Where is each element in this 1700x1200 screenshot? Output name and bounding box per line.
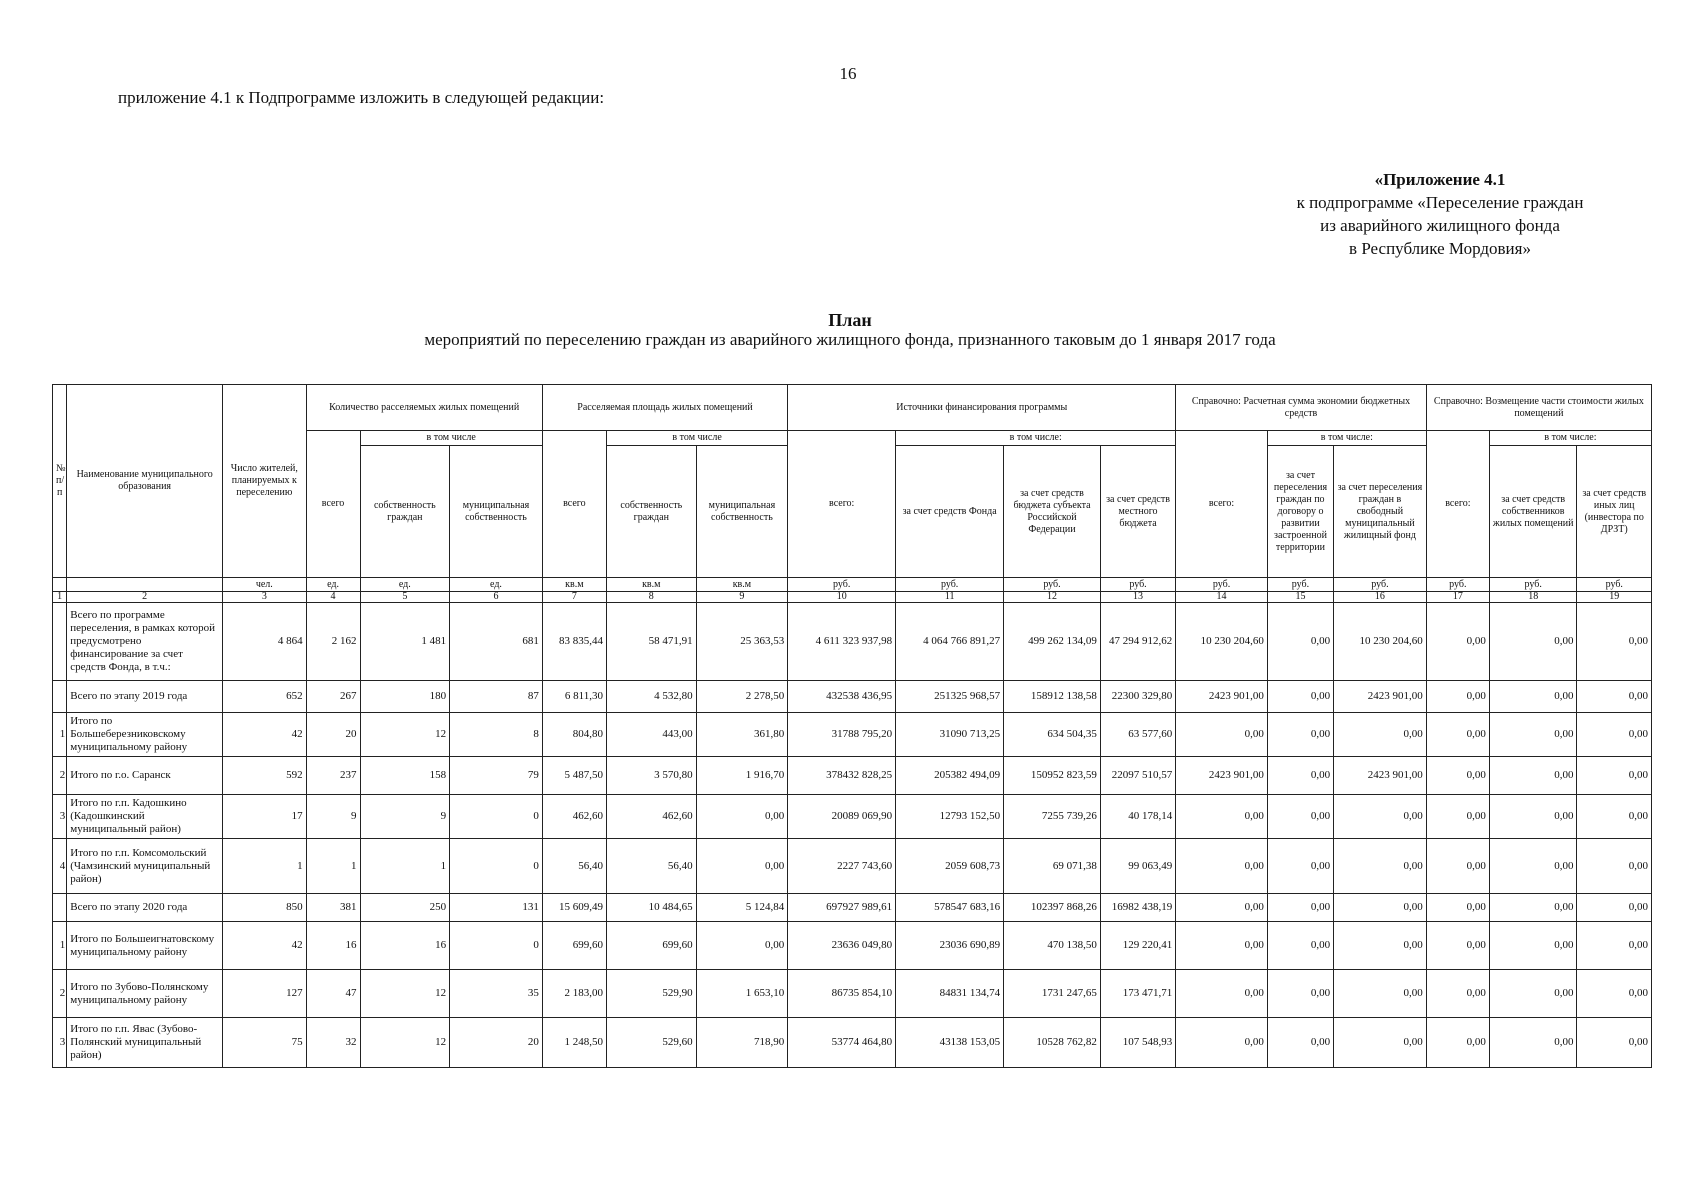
value-cell: 4 532,80 xyxy=(606,681,696,713)
value-cell: 10 230 204,60 xyxy=(1176,603,1268,681)
header-incl: в том числе: xyxy=(896,431,1176,446)
value-cell: 0,00 xyxy=(1577,970,1652,1018)
value-cell: 0,00 xyxy=(1577,1018,1652,1068)
value-cell: 0,00 xyxy=(1577,922,1652,970)
header-name: Наименование муниципального образования xyxy=(67,385,223,578)
value-cell: 0,00 xyxy=(1176,839,1268,894)
value-cell: 10528 762,82 xyxy=(1004,1018,1101,1068)
value-cell: 1 xyxy=(223,839,307,894)
unit-cell: руб. xyxy=(896,578,1004,592)
value-cell: 16 xyxy=(360,922,450,970)
value-cell: 5 487,50 xyxy=(542,757,606,795)
value-cell: 0,00 xyxy=(1334,922,1427,970)
plan-title: План xyxy=(828,310,872,330)
value-cell: 0,00 xyxy=(1426,922,1489,970)
unit-cell: кв.м xyxy=(542,578,606,592)
value-cell: 578547 683,16 xyxy=(896,894,1004,922)
row-number: 4 xyxy=(53,839,67,894)
value-cell: 99 063,49 xyxy=(1100,839,1175,894)
value-cell: 0,00 xyxy=(1267,713,1333,757)
value-cell: 12 xyxy=(360,1018,450,1068)
unit-cell: ед. xyxy=(306,578,360,592)
value-cell: 2423 901,00 xyxy=(1334,681,1427,713)
municipality-name: Всего по этапу 2019 года xyxy=(67,681,223,713)
header-total: всего: xyxy=(1176,431,1268,578)
col-number: 14 xyxy=(1176,592,1268,603)
value-cell: 40 178,14 xyxy=(1100,795,1175,839)
value-cell: 22097 510,57 xyxy=(1100,757,1175,795)
value-cell: 0,00 xyxy=(1334,1018,1427,1068)
table-row xyxy=(53,713,1652,757)
value-cell: 84831 134,74 xyxy=(896,970,1004,1018)
value-cell: 4 064 766 891,27 xyxy=(896,603,1004,681)
municipality-name: Итого по Зубово-Полянскому муниципальному району xyxy=(67,970,223,1018)
units-row xyxy=(53,578,1652,592)
value-cell: 0 xyxy=(450,922,543,970)
value-cell: 15 609,49 xyxy=(542,894,606,922)
value-cell: 0,00 xyxy=(1577,795,1652,839)
row-number: 1 xyxy=(53,922,67,970)
value-cell: 47 294 912,62 xyxy=(1100,603,1175,681)
value-cell: 378432 828,25 xyxy=(788,757,896,795)
header-refund-group: Справочно: Возмещение части стоимости жилых помещений xyxy=(1426,385,1651,431)
unit-cell: руб. xyxy=(1489,578,1577,592)
value-cell: 8 xyxy=(450,713,543,757)
header-total: всего xyxy=(306,431,360,578)
value-cell: 0,00 xyxy=(1489,603,1577,681)
value-cell: 22300 329,80 xyxy=(1100,681,1175,713)
value-cell: 129 220,41 xyxy=(1100,922,1175,970)
value-cell: 20089 069,90 xyxy=(788,795,896,839)
header-total: всего xyxy=(542,431,606,578)
col-number: 17 xyxy=(1426,592,1489,603)
value-cell: 87 xyxy=(450,681,543,713)
value-cell: 42 xyxy=(223,922,307,970)
col-number: 2 xyxy=(67,592,223,603)
value-cell: 0,00 xyxy=(1426,894,1489,922)
value-cell: 499 262 134,09 xyxy=(1004,603,1101,681)
value-cell: 58 471,91 xyxy=(606,603,696,681)
table-row xyxy=(53,1018,1652,1068)
value-cell: 2227 743,60 xyxy=(788,839,896,894)
value-cell: 86735 854,10 xyxy=(788,970,896,1018)
value-cell: 250 xyxy=(360,894,450,922)
value-cell: 0,00 xyxy=(1426,713,1489,757)
value-cell: 2059 608,73 xyxy=(896,839,1004,894)
row-number xyxy=(53,603,67,681)
table-body xyxy=(53,603,1652,1068)
value-cell: 79 xyxy=(450,757,543,795)
value-cell: 0,00 xyxy=(1334,795,1427,839)
value-cell: 17 xyxy=(223,795,307,839)
header-incl: в том числе: xyxy=(1489,431,1651,446)
value-cell: 0,00 xyxy=(1489,970,1577,1018)
municipality-name: Итого по г.п. Явас (Зубово-Полянский муниципальный район) xyxy=(67,1018,223,1068)
value-cell: 529,90 xyxy=(606,970,696,1018)
value-cell: 0,00 xyxy=(1426,839,1489,894)
resettlement-plan-table xyxy=(52,384,1652,1068)
col-number: 6 xyxy=(450,592,543,603)
value-cell: 53774 464,80 xyxy=(788,1018,896,1068)
header-savings-group: Справочно: Расчетная сумма экономии бюджетных средств xyxy=(1176,385,1427,431)
municipality-name: Итого по г.п. Кадошкино (Кадошкинский муниципальный район) xyxy=(67,795,223,839)
col-number: 5 xyxy=(360,592,450,603)
appendix-line: в Республике Мордовия» xyxy=(1349,239,1531,258)
value-cell: 12793 152,50 xyxy=(896,795,1004,839)
col-number: 18 xyxy=(1489,592,1577,603)
municipality-name: Итого по г.п. Комсомольский (Чамзинский муниципальный район) xyxy=(67,839,223,894)
unit-cell: ед. xyxy=(360,578,450,592)
value-cell: 20 xyxy=(450,1018,543,1068)
value-cell: 0,00 xyxy=(1267,839,1333,894)
value-cell: 0,00 xyxy=(1489,922,1577,970)
value-cell: 0,00 xyxy=(1267,970,1333,1018)
value-cell: 251325 968,57 xyxy=(896,681,1004,713)
appendix-line: к подпрограмме «Переселение граждан xyxy=(1296,193,1584,212)
municipality-name: Итого по Большеберезниковскому муниципальному району xyxy=(67,713,223,757)
value-cell: 697927 989,61 xyxy=(788,894,896,922)
value-cell: 75 xyxy=(223,1018,307,1068)
value-cell: 32 xyxy=(306,1018,360,1068)
value-cell: 0,00 xyxy=(1426,681,1489,713)
value-cell: 1 248,50 xyxy=(542,1018,606,1068)
value-cell: 0,00 xyxy=(1176,1018,1268,1068)
unit-cell: руб. xyxy=(1577,578,1652,592)
row-number xyxy=(53,894,67,922)
row-number xyxy=(53,681,67,713)
value-cell: 0,00 xyxy=(1334,970,1427,1018)
col-number: 7 xyxy=(542,592,606,603)
value-cell: 2423 901,00 xyxy=(1334,757,1427,795)
value-cell: 25 363,53 xyxy=(696,603,788,681)
value-cell: 529,60 xyxy=(606,1018,696,1068)
municipality-name: Итого по г.о. Саранск xyxy=(67,757,223,795)
value-cell: 6 811,30 xyxy=(542,681,606,713)
col-number: 13 xyxy=(1100,592,1175,603)
value-cell: 31090 713,25 xyxy=(896,713,1004,757)
value-cell: 0,00 xyxy=(1267,757,1333,795)
header-municipal: муниципальная собственность xyxy=(450,446,543,578)
unit-cell xyxy=(53,578,67,592)
value-cell: 180 xyxy=(360,681,450,713)
header-finance-group: Источники финансирования программы xyxy=(788,385,1176,431)
value-cell: 56,40 xyxy=(606,839,696,894)
value-cell: 0,00 xyxy=(1334,713,1427,757)
value-cell: 699,60 xyxy=(542,922,606,970)
value-cell: 237 xyxy=(306,757,360,795)
unit-cell: ед. xyxy=(450,578,543,592)
unit-cell: кв.м xyxy=(606,578,696,592)
unit-cell: руб. xyxy=(1176,578,1268,592)
table-row xyxy=(53,894,1652,922)
value-cell: 102397 868,26 xyxy=(1004,894,1101,922)
value-cell: 150952 823,59 xyxy=(1004,757,1101,795)
value-cell: 0,00 xyxy=(1489,839,1577,894)
value-cell: 1 xyxy=(360,839,450,894)
value-cell: 432538 436,95 xyxy=(788,681,896,713)
row-number: 3 xyxy=(53,795,67,839)
value-cell: 1 481 xyxy=(360,603,450,681)
value-cell: 0 xyxy=(450,839,543,894)
value-cell: 2 162 xyxy=(306,603,360,681)
value-cell: 0,00 xyxy=(1267,681,1333,713)
value-cell: 0,00 xyxy=(1267,922,1333,970)
value-cell: 0,00 xyxy=(696,839,788,894)
unit-cell: руб. xyxy=(1004,578,1101,592)
value-cell: 0,00 xyxy=(1426,970,1489,1018)
row-number: 2 xyxy=(53,970,67,1018)
value-cell: 1 653,10 xyxy=(696,970,788,1018)
value-cell: 361,80 xyxy=(696,713,788,757)
row-number: 1 xyxy=(53,713,67,757)
value-cell: 63 577,60 xyxy=(1100,713,1175,757)
value-cell: 0,00 xyxy=(1489,795,1577,839)
col-number: 3 xyxy=(223,592,307,603)
value-cell: 2423 901,00 xyxy=(1176,681,1268,713)
value-cell: 0 xyxy=(450,795,543,839)
value-cell: 107 548,93 xyxy=(1100,1018,1175,1068)
unit-cell: кв.м xyxy=(696,578,788,592)
value-cell: 83 835,44 xyxy=(542,603,606,681)
municipality-name: Итого по Большеигнатовскому муниципальному району xyxy=(67,922,223,970)
value-cell: 9 xyxy=(360,795,450,839)
page-number: 16 xyxy=(839,64,857,83)
col-number: 16 xyxy=(1334,592,1427,603)
value-cell: 131 xyxy=(450,894,543,922)
value-cell: 47 xyxy=(306,970,360,1018)
value-cell: 16982 438,19 xyxy=(1100,894,1175,922)
row-number: 2 xyxy=(53,757,67,795)
value-cell: 699,60 xyxy=(606,922,696,970)
value-cell: 0,00 xyxy=(696,795,788,839)
appendix-title: «Приложение 4.1 xyxy=(1374,170,1506,189)
value-cell: 16 xyxy=(306,922,360,970)
value-cell: 3 570,80 xyxy=(606,757,696,795)
value-cell: 173 471,71 xyxy=(1100,970,1175,1018)
header-total: всего: xyxy=(1426,431,1489,578)
value-cell: 2 183,00 xyxy=(542,970,606,1018)
value-cell: 0,00 xyxy=(1334,894,1427,922)
col-number: 15 xyxy=(1267,592,1333,603)
value-cell: 470 138,50 xyxy=(1004,922,1101,970)
unit-cell: руб. xyxy=(1267,578,1333,592)
value-cell: 0,00 xyxy=(1426,603,1489,681)
table-row xyxy=(53,795,1652,839)
value-cell: 4 611 323 937,98 xyxy=(788,603,896,681)
value-cell: 158 xyxy=(360,757,450,795)
header-fund: за счет средств Фонда xyxy=(896,446,1004,578)
col-number: 19 xyxy=(1577,592,1652,603)
value-cell: 158912 138,58 xyxy=(1004,681,1101,713)
value-cell: 9 xyxy=(306,795,360,839)
value-cell: 0,00 xyxy=(1176,795,1268,839)
col-number: 1 xyxy=(53,592,67,603)
value-cell: 0,00 xyxy=(1267,795,1333,839)
value-cell: 0,00 xyxy=(1577,757,1652,795)
value-cell: 652 xyxy=(223,681,307,713)
col-number: 12 xyxy=(1004,592,1101,603)
unit-cell: чел. xyxy=(223,578,307,592)
value-cell: 0,00 xyxy=(1426,757,1489,795)
table-row xyxy=(53,681,1652,713)
value-cell: 10 484,65 xyxy=(606,894,696,922)
value-cell: 0,00 xyxy=(1489,894,1577,922)
unit-cell: руб. xyxy=(788,578,896,592)
value-cell: 205382 494,09 xyxy=(896,757,1004,795)
value-cell: 718,90 xyxy=(696,1018,788,1068)
header-private: собственность граждан xyxy=(360,446,450,578)
header-incl: в том числе xyxy=(606,431,787,446)
header-incl: в том числе: xyxy=(1267,431,1426,446)
value-cell: 0,00 xyxy=(1489,757,1577,795)
header-private: собственность граждан xyxy=(606,446,696,578)
value-cell: 462,60 xyxy=(606,795,696,839)
header-local-budget: за счет средств местного бюджета xyxy=(1100,446,1175,578)
value-cell: 2 278,50 xyxy=(696,681,788,713)
value-cell: 0,00 xyxy=(1489,713,1577,757)
col-number: 9 xyxy=(696,592,788,603)
value-cell: 0,00 xyxy=(1176,922,1268,970)
col-number: 8 xyxy=(606,592,696,603)
row-number: 3 xyxy=(53,1018,67,1068)
value-cell: 0,00 xyxy=(1426,795,1489,839)
header-others: за счет средств иных лиц (инвестора по ДРЗТ) xyxy=(1577,446,1652,578)
value-cell: 0,00 xyxy=(1577,713,1652,757)
value-cell: 1731 247,65 xyxy=(1004,970,1101,1018)
header-owners: за счет средств собственников жилых помещений xyxy=(1489,446,1577,578)
header-total: всего: xyxy=(788,431,896,578)
header-residents: Число жителей, планируемых к переселению xyxy=(223,385,307,578)
value-cell: 381 xyxy=(306,894,360,922)
value-cell: 69 071,38 xyxy=(1004,839,1101,894)
value-cell: 0,00 xyxy=(1489,1018,1577,1068)
value-cell: 0,00 xyxy=(1577,839,1652,894)
value-cell: 0,00 xyxy=(1577,894,1652,922)
column-numbers-row xyxy=(53,592,1652,603)
value-cell: 634 504,35 xyxy=(1004,713,1101,757)
value-cell: 1 916,70 xyxy=(696,757,788,795)
value-cell: 462,60 xyxy=(542,795,606,839)
value-cell: 2423 901,00 xyxy=(1176,757,1268,795)
table-row xyxy=(53,922,1652,970)
appendix-header xyxy=(1230,168,1650,260)
value-cell: 20 xyxy=(306,713,360,757)
value-cell: 443,00 xyxy=(606,713,696,757)
header-incl: в том числе xyxy=(360,431,542,446)
table-row xyxy=(53,757,1652,795)
col-number: 4 xyxy=(306,592,360,603)
plan-subtitle: мероприятий по переселению граждан из аварийного жилищного фонда, признанного таковым до 1 января 2017 года xyxy=(424,330,1276,349)
header-no: № п/п xyxy=(53,385,67,578)
value-cell: 681 xyxy=(450,603,543,681)
value-cell: 23036 690,89 xyxy=(896,922,1004,970)
value-cell: 1 xyxy=(306,839,360,894)
value-cell: 5 124,84 xyxy=(696,894,788,922)
value-cell: 43138 153,05 xyxy=(896,1018,1004,1068)
value-cell: 10 230 204,60 xyxy=(1334,603,1427,681)
value-cell: 850 xyxy=(223,894,307,922)
header-free-fund: за счет переселения граждан в свободный муниципальный жилищный фонд xyxy=(1334,446,1427,578)
unit-cell: руб. xyxy=(1100,578,1175,592)
value-cell: 0,00 xyxy=(1426,1018,1489,1068)
value-cell: 267 xyxy=(306,681,360,713)
value-cell: 31788 795,20 xyxy=(788,713,896,757)
value-cell: 0,00 xyxy=(1489,681,1577,713)
unit-cell: руб. xyxy=(1426,578,1489,592)
value-cell: 0,00 xyxy=(1176,970,1268,1018)
value-cell: 0,00 xyxy=(1176,713,1268,757)
value-cell: 42 xyxy=(223,713,307,757)
value-cell: 0,00 xyxy=(1267,1018,1333,1068)
value-cell: 0,00 xyxy=(1334,839,1427,894)
header-subject-budget: за счет средств бюджета субъекта Российской Федерации xyxy=(1004,446,1101,578)
value-cell: 4 864 xyxy=(223,603,307,681)
value-cell: 127 xyxy=(223,970,307,1018)
unit-cell: руб. xyxy=(1334,578,1427,592)
value-cell: 7255 739,26 xyxy=(1004,795,1101,839)
intro-text: приложение 4.1 к Подпрограмме изложить в следующей редакции: xyxy=(118,88,605,107)
table-row xyxy=(53,970,1652,1018)
value-cell: 35 xyxy=(450,970,543,1018)
col-number: 10 xyxy=(788,592,896,603)
value-cell: 0,00 xyxy=(1267,894,1333,922)
header-devel: за счет переселения граждан по договору о развитии застроенной территории xyxy=(1267,446,1333,578)
value-cell: 0,00 xyxy=(1176,894,1268,922)
col-number: 11 xyxy=(896,592,1004,603)
header-municipal: муниципальная собственность xyxy=(696,446,788,578)
value-cell: 0,00 xyxy=(1577,603,1652,681)
value-cell: 0,00 xyxy=(1267,603,1333,681)
header-rooms-group: Количество расселяемых жилых помещений xyxy=(306,385,542,431)
value-cell: 56,40 xyxy=(542,839,606,894)
value-cell: 592 xyxy=(223,757,307,795)
unit-cell xyxy=(67,578,223,592)
value-cell: 804,80 xyxy=(542,713,606,757)
table-row xyxy=(53,603,1652,681)
table-row xyxy=(53,839,1652,894)
value-cell: 12 xyxy=(360,713,450,757)
municipality-name: Всего по этапу 2020 года xyxy=(67,894,223,922)
header-area-group: Расселяемая площадь жилых помещений xyxy=(542,385,787,431)
appendix-line: из аварийного жилищного фонда xyxy=(1320,216,1560,235)
value-cell: 0,00 xyxy=(1577,681,1652,713)
value-cell: 23636 049,80 xyxy=(788,922,896,970)
value-cell: 12 xyxy=(360,970,450,1018)
value-cell: 0,00 xyxy=(696,922,788,970)
municipality-name: Всего по программе переселения, в рамках которой предусмотрено финансирование за счет средств Фонда, в т.ч.: xyxy=(67,603,223,681)
